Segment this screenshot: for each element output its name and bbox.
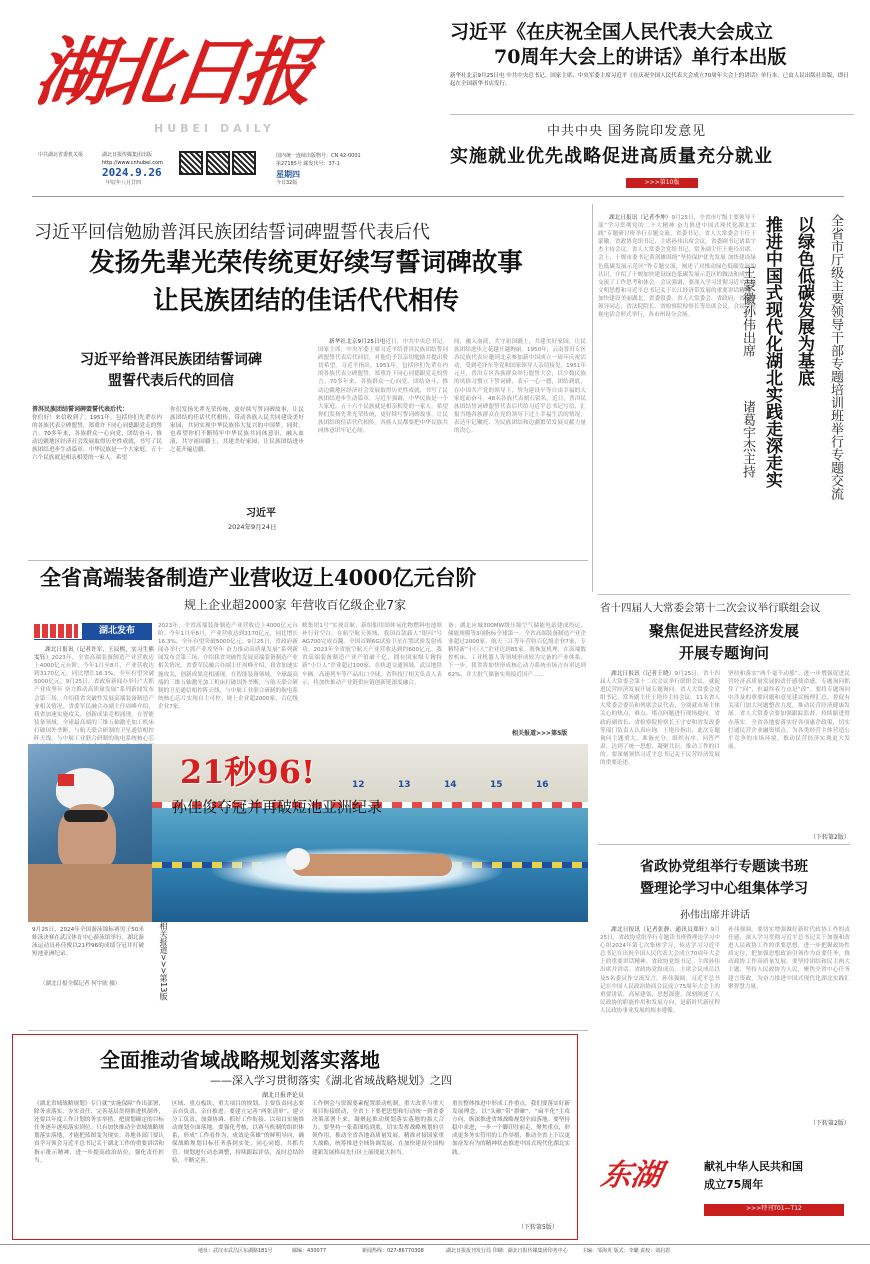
continue-link[interactable]: （下转第2版） — [810, 834, 850, 841]
industry-body-column: 备；湖北应城300MW级压缩空气储能电站建成投运，储能规模等3项指标全球第一。全省高端装备制造产业企业超过2000家，航天三江等年营收百亿级企业7家，专精特新“小巨人”企业达到85家。既恢复机理，在高端数控机床、工业机器人等领域形成较为完备的产业体系。下一步，我省将加快形成核心动力系统市场占有率达到62%，并大批气储备实现接近国产…… — [448, 623, 586, 678]
npc-body-column: 坚持和落实“两个毫不动摇”，进一步增强促进民营经济高质量发展的责任感使命感。专题询问抓住了“问”，但最终着力点是“改”。要将专题询问中涉及的重要问题和意见建议梳理汇总，督促有关部门加大问题整改力度，推动民营经济健康发展。省人大常委会要加强跟踪监督，持续跟进督办落实。全省各地要落实好各项惠企政策，切实打通民营企业融资堵点，为各类经营主体营造公平竞争的市场环境，推动民营经济实现更大发展。 — [728, 671, 850, 750]
goggles-icon — [64, 810, 108, 822]
section-label: 湖北发布 — [82, 623, 152, 639]
letter-title: 习近平给普洱民族团结誓词碑 盟誓代表后代的回信 — [80, 352, 262, 389]
issue-number: 第27185号 邮发代号：37-1 — [276, 161, 340, 167]
lane-number: 15 — [490, 780, 503, 790]
industry-body-column: 峡集团1号“实现首航；新组船用固体氧化物燃料电池填补行业空白。在航空航天领域，我国首款载人“银河”号AG700完成首翻。全国首颗6G试验卫星在鄂试验发射成功。2023年全省航空航天产业营收达到约600亿元。我省高端装备制造产业产值破千亿，拥有国家级专精特新“小巨人”企业超过100家。在轨道交通领域，武汉地铁车辆、高速列车等产品出口全球。省科技厅相关负责人表示，将加快推动产业链供应链创新链深度融合。 — [302, 623, 442, 686]
lane-number: 16 — [536, 780, 549, 790]
industry-headline: 全省高端装备制造产业营收迈上4000亿元台阶 — [40, 565, 477, 590]
cppcc-body-column: 湖北日报讯（记者张静、通讯员郑轩）9月25日，省政协党组举行专题读书班暨理论学习中心组2024年第七次集体学习，传达学习习近平总书记在庆祝全国人民代表大会成立70周年大会上的重要讲话精神。省政协党组书记、主席孙伟出席并讲话。省政协党组成员、主席会议成员以及5名委员作交流发言。孙伟强调，习近平总书记在中国人民政治协商会议成立75周年大会上的重要讲话，高屋建瓴、思想深邃，深刻阐述了人民政协的职能作用和发展方向，是新时代新征程人民政协事业发展的根本遵循。 — [600, 927, 720, 1014]
photo-subhead: 孙佳俊夺冠并再破短池亚洲纪录 — [172, 798, 383, 816]
website-link[interactable]: http://www.cnhubei.com — [102, 160, 163, 166]
top-news-body: 新华社北京9月25日电 中共中央总书记、国家主席、中央军委主席习近平《在庆祝全国人民代表大会成立70周年大会上的讲话》单行本，已由人民出版社出版，即日起在全国新华书店发行。 — [450, 73, 849, 87]
cppcc-headline: 省政协党组举行专题读书班 暨理论学习中心组集体学习 — [640, 859, 808, 897]
npc-kicker: 省十四届人大常委会第十二次会议举行联组会议 — [600, 602, 821, 614]
feature-body-column: 重在整体推进中形成工作重点，我们要落实好新发展理念，以“头雁”带“群雁”，“扁平化”主攻方向，纵深推进省域战略规划全面落地。要坚持稳中求进，一步一个脚印往前走，聚焦重点，形成更多务实管用的工作举措，推动全省上下以更加奋发有为的精神状态推进中国式现代化湖北实践。 — [452, 1101, 570, 1156]
newspaper-logo — [29, 28, 315, 138]
photo-caption: 9月25日，2024年全国游泳锦标赛男子50米蛙泳决赛在武汉体育中心游泳馆举行，湖北游泳运动员孙佳俊以21秒96的成绩夺冠并打破短池亚洲纪录。 — [32, 927, 144, 958]
qr-code-icon[interactable] — [206, 151, 230, 175]
lane-number: 14 — [444, 780, 457, 790]
feature-body-column: 区域、重点板块、重大项目的规划、主要负责同志要亲自负责、亲自推进。要建立完善“两张清单”，建立分工负责、加强协调、抓好工作衔接、以项目实施推动规划全面落地。要强化考核，以赛马机制的组织体系，形成“工作看作为，成效论英雄”的鲜明导向，确保战略规划目标任务落到实处，同心同德，共抓共管。规划进行动态调整，持续跟踪评估，及时总结经验，不断完善。 — [172, 1101, 304, 1164]
divider — [32, 196, 844, 197]
qr-code-icon[interactable] — [179, 151, 203, 175]
jump-link[interactable]: >>>第10版 — [626, 178, 698, 188]
cppcc-body-column: 孙伟强调，要切实增强做好新时代政协工作的责任感，深入学习贯彻习近平总书记关于加强和改进人民政协工作的重要思想，进一步把握政协性质定位，把加强思想政治引领作为首要任务，推动政协工作高质量发展。要坚持团结和民主两大主题，坚持人民政协为人民，聚焦全省中心任务建言资政，为奋力推进中国式现代化湖北实践汇聚智慧力量。 — [728, 927, 850, 990]
promo-jump-link[interactable]: >>>特刊T01—T12 — [704, 1204, 844, 1216]
top-headline: 习近平《在庆祝全国人民代表大会成立 70周年大会上的讲话》单行本出版 — [450, 21, 787, 68]
qr-code-icon[interactable] — [232, 151, 256, 175]
flag-icon — [34, 624, 78, 638]
lead-body-column: 间，融入血液，共守祖国疆土，共建美好家园，让民族团结进步之花越开越绚丽。1950年，云南普洱专区各民族代表应邀到北京参加新中国成立一周年庆祝活动，受到毛泽东等党和国家领导人亲切接见。1951年元旦，普洱专区各族群众举行盟誓大会，以少数民族的风俗习惯立下誓词碑，表示一心一德，团结到底，在中国共产党的领导下，誓为建设平等自由幸福的大家庭而奋斗。48名各族代表刻石留名。近日，普洱民族团结誓词碑盟誓代表后代给习近平总书记写信，汇报当地各族群众在党的领导下过上幸福生活的情况，表达牢记嘱托、为民族团结和边疆繁荣发展贡献力量的决心。 — [454, 339, 586, 435]
lane-number: 13 — [398, 780, 411, 790]
employment-headline: 实施就业优先战略促进高质量充分就业 — [450, 146, 773, 167]
feature-byline: 湖北日报评论员 — [262, 1092, 305, 1099]
npc-headline: 聚焦促进民营经济发展 开展专题询问 — [648, 622, 799, 662]
photo-headline: 21秒96! — [180, 753, 316, 791]
lead-headline: 发扬先辈光荣传统更好续写誓词碑故事 让民族团结的佳话代代相传 — [89, 248, 523, 316]
divider — [598, 594, 850, 595]
swim-cap — [286, 848, 310, 870]
industry-subhead: 规上企业超2000家 年营收百亿级企业7家 — [184, 598, 406, 612]
feature-body-column: 工作例会与资源要素配置联动机制，重大改革与重大项目衔接联动，全省上下要把思想和行动统一到省委决策部署上来，凝聚起推动规划落实落地的强大合力。要坚持一张蓝图绘到底，切实发挥战略规划的引领作用，推动全省各地高质量发展，精准对接国家重大战略，统筹推进全域协调发展，在加快建设全国构建新发展格局先行区上展现更大担当。 — [312, 1101, 444, 1156]
publisher-name: 湖北日报传媒集团出版 — [102, 152, 153, 158]
footer-postcode: 邮编：430077 — [292, 1248, 327, 1254]
footer-editors: 主编：邹海英 版式：李璐 责校：刘启恩 — [582, 1248, 671, 1254]
letter-salutation: 普洱民族团结誓词碑盟誓代表后代： — [32, 406, 129, 413]
divider — [598, 844, 850, 845]
letter-column: 你们发扬先辈光荣传统，更好续写誓词碑故事，让民族团结的佳话代代相传，带动各族人民共同建设美好家园，共同实现中华民族伟大复兴的中国梦。同时，也希望你们不断铸牢中华民族共同体意识，融入血液，共守祖国疆土，共建美好家园，让民族团结进步之花开遍边疆。 — [170, 407, 304, 454]
feature-subhead: ——深入学习贯彻落实《湖北省域战略规划》之四 — [210, 1074, 452, 1087]
industry-body-column: 湖北日报讯（记者许军、王辰熙，实习生熊雯钰）2023年，全省高端装备制造产业营收迈上4000亿元台阶。今年1月至8月，产业营收达到3170亿元，同比增长16.3%，全年有望突破5000亿元。9月25日，省政府新闻办举行“大抓产业攻坚年 奋力推动高质量发展”系列新闻发布会第三场，介绍我省突破性发展高端装备制造产业相关情况。省委军民融合办副主任周峰介绍，我省加速实施攻关，创新成果竞相涌现。在智能装备领域，全球最高端的三维五轴激光加工机床打破国外垄断，与航天联合研制的卫星通信相控阵天线、与中航工业联合研制的航电系统核心芯 — [34, 647, 154, 743]
issue-date: 2024.9.26 — [102, 166, 162, 179]
lead-kicker: 习近平回信勉励普洱民族团结誓词碑盟誓代表后代 — [34, 222, 430, 243]
npc-body-column: 湖北日报讯（记者王晓）9月25日，省十四届人大常委会第十二次会议举行联组会议，就促进民营经济发展开展专题询问。省人大常委会党组书记、常务副主任王艳玲主持会议。11名省人大常委会委员和列席会议代表，分别就市场主体关心的热点、难点、堵点问题进行现场提问。省政府副省长、省检察院检察长王守安和省发改委等部门负责人认真应询。王艳玲指出，此次专题询问主题重大、准备充分，组织有序、问答严肃，达到了统一思想、凝聚共识、推动工作的目的。要深刻领悟习近平总书记关于民营经济发展的重要论述。 — [600, 671, 720, 767]
weekday: 星期四 — [276, 170, 300, 179]
swimmer-portrait — [28, 744, 152, 922]
related-link[interactable]: 相关报道>>>第13版 — [159, 922, 168, 1001]
issue-serial: 国内统一连续出版物号：CN 42-0001 — [276, 153, 361, 159]
divider — [592, 204, 593, 592]
industry-body-column: 2023年，全省高端装备制造产业营收迈上4000亿元台阶。今年1月至8月，产业营收达到3170亿元，同比增长16.3%，全年有望突破5000亿元。9月25日，省政府新闻办举行“大抓产业攻坚年 奋力推动高质量发展”系列新闻发布会第三场，介绍我省突破性发展高端装备制造产业相关情况。省委军民融合办副主任周峰介绍，我省加速实施攻关，创新成果竞相涌现。在智能装备领域，全球最高端的三维五轴激光加工机床打破国外垄断，与航天联合研制的卫星通信相控阵天线、与中航工业联合研制的航电系统核心芯片实现自主可控；规上企业超2000家，百亿级企业7家。 — [158, 623, 298, 710]
session-host: 诸葛宇杰主持 — [740, 400, 755, 478]
page-count: 今日32版 — [276, 180, 298, 186]
swimmer-body — [292, 854, 452, 876]
employment-kicker: 中共中央 国务院印发意见 — [547, 124, 707, 139]
divider — [0, 1244, 870, 1245]
section-tag — [34, 620, 152, 640]
divider — [28, 1030, 588, 1031]
feature-body-column: 《湖北省域战略规划》专门就“实施保障”作出部署，除务求落实、夯实责任、完善基层贯彻推进机制外，还要以年度工作计划的务实举措，把规划确定的目标任务逐年逐项落实到位。只有加快推动全省域战略规划落实落地，才能把蓝图变为现实。各地各部门要认真学习领会习近平总书记关于湖北工作的重要讲话和指示批示精神，进一步提高政治站位，强化责任担当。 — [34, 1101, 164, 1164]
session-headline: 以绿色低碳发展为基底 — [794, 216, 814, 386]
continue-link[interactable]: （下转第2版） — [810, 1120, 850, 1127]
letter-date: 2024年9月24日 — [228, 523, 277, 531]
letter-box — [28, 338, 314, 542]
footer-phone: 新闻热线：027-86770308 — [362, 1248, 424, 1254]
promo-banner[interactable] — [598, 1146, 850, 1218]
flag-icon — [58, 774, 74, 786]
session-headline: 推进中国式现代化湖北实践走深走实 — [762, 216, 782, 488]
photo-credit: （湖北日报全媒记者 何宇欧 摄） — [40, 981, 121, 987]
session-kicker: 全省市厅级主要领导干部专题培训班举行专题交流 — [828, 214, 843, 500]
lane-number: 12 — [352, 780, 365, 790]
lead-body-column: 新华社北京9月25日电近日，中共中央总书记、国家主席、中央军委主席习近平给普洱民族团结誓词碑盟誓代表后代回信，对他们予以亲切勉励并提出殷切希望。习近平指出，1951年，包括你们先辈在内的各族代表立碑盟誓，郑重许下同心同德跟党走的誓言。70多年来，各族群众一心向党、团结奋斗，推动边疆地区经济社会发展取得历史性成就，书写了民族团结进步生动篇章。习近平强调，中华民族是一个大家庭，五十六个民族就是相亲相爱的一家人。希望你们发扬先辈光荣传统，更好续写誓词碑故事，让民族团结的佳话代代相传。各族人民都要把中华民族共同体意识牢记心间。 — [318, 339, 448, 435]
cppcc-attendee: 孙伟出席并讲话 — [680, 910, 750, 921]
letter-column: 你们好！来信收到了。1951年，包括你们先辈在内的各族代表立碑盟誓，郑重许下同心同德跟党走的誓言。70多年来，各族群众一心向党、团结奋斗，推动边疆地区经济社会发展取得历史性成就，书写了民族团结进步生动篇章。中华民族是一个大家庭，五十六个民族就是相亲相爱的一家人。希望 — [32, 415, 162, 462]
letter-signature: 习近平 — [246, 508, 276, 519]
shoulders — [28, 864, 152, 922]
logo-english: HUBEI DAILY — [154, 122, 275, 135]
continue-link[interactable]: （下转第5版） — [518, 1224, 558, 1231]
divider — [450, 114, 854, 115]
divider — [28, 560, 588, 561]
session-attendees: 王蒙徽孙伟出席 — [740, 266, 755, 357]
footer-print: 湖北日报报刊发行局 印刷：湖北日报传媒集团印务中心 — [446, 1248, 568, 1254]
footer-address: 地址：武汉市武昌区东湖路181号 — [198, 1248, 273, 1254]
party-organ: 中共湖北省委机关报 — [38, 152, 84, 158]
promo-title: 献礼中华人民共和国 成立75周年 — [704, 1160, 803, 1191]
promo-brand: 东湖 — [598, 1158, 665, 1193]
related-link[interactable]: 相关报道>>>第5版 — [512, 730, 568, 737]
lunar-date: 甲辰年八月廿四 — [106, 180, 142, 186]
feature-headline: 全面推动省域战略规划落实落地 — [100, 1048, 380, 1072]
special-session-body: 湖北日报讯（记者李坤）9月25日，全省市厅级主要领导干部“学习贯彻党的二十大精神 奋力推进中国式现代化湖北实践”专题研讨班举行专题交流。省委书记、省人大常委会主任王蒙徽，省政协党组书记、主席孙伟出席会议。省委副书记诸葛宇杰主持会议。省人大常委会党组书记、常务副主任王艳玲出席。会上，十堰市委书记黄剑雄围绕“坚持保护优先发展 加快建设绿色低碳发展示范区”作专题交流，阐述了对推动绿色低碳发展的认识，介绍了十堰加快建设绿色低碳发展示范区的做法和成效，交流了工作思考和体会。会议强调，要深入学习贯彻习近平生态文明思想和习近平总书记关于长江经济带发展的重要讲话精神，加快建设美丽湖北。省委常委、省人大常委会、省政府、省政协领导同志，省法院院长、省检察院检察长等出席会议。会议以电视电话会形式举行，各市州设分会场。 — [598, 215, 756, 319]
logo-text: 湖北日报 — [29, 30, 315, 116]
